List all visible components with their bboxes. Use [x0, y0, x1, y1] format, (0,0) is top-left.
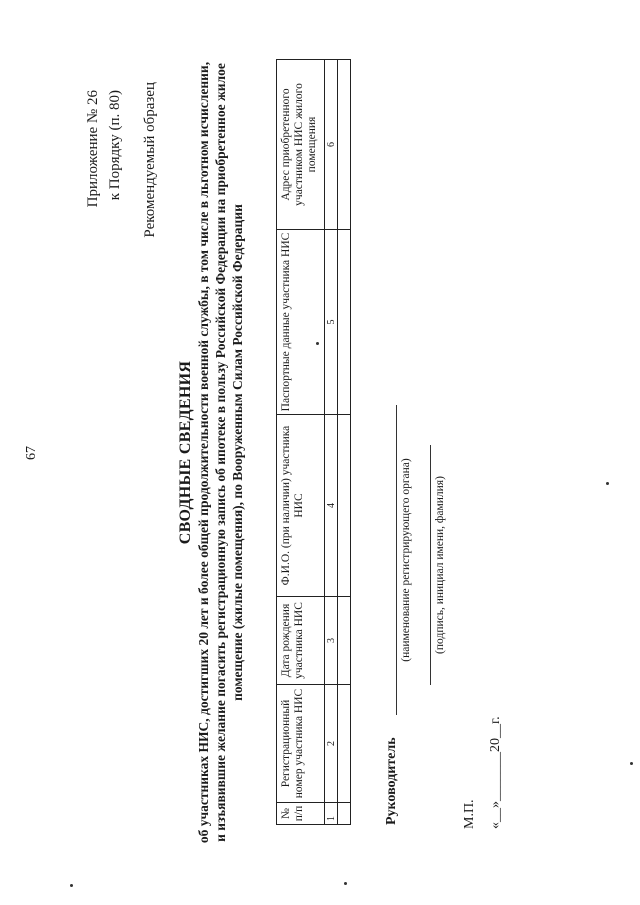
scan-speck [316, 342, 319, 345]
summary-table [276, 59, 351, 825]
column-number-cell: 5 [325, 230, 338, 415]
empty-cell [338, 415, 351, 597]
sample-label: Рекомендуемый образец [142, 82, 158, 238]
page-number: 67 [24, 446, 39, 460]
signature-line [430, 445, 431, 685]
column-number-cell: 6 [325, 60, 338, 230]
scan-speck [606, 482, 609, 485]
header-cell: № п/п [277, 803, 325, 825]
scan-speck [344, 882, 347, 885]
column-number-cell: 2 [325, 685, 338, 803]
appendix-order-clause: к Порядку (п. 80) [107, 90, 123, 201]
empty-cell [338, 230, 351, 415]
signature-caption: (подпись, инициал имени, фамилия) [434, 476, 446, 654]
column-number-cell: 3 [325, 597, 338, 685]
org-signature-line [396, 405, 397, 715]
date-line: «__»_______20__г. [488, 716, 503, 829]
appendix-number: Приложение № 26 [85, 90, 101, 208]
appendix-reference [82, 90, 126, 207]
empty-cell [338, 60, 351, 230]
org-caption: (наименование регистрирующего органа) [400, 458, 412, 662]
header-cell: Паспортные данные участника НИС [277, 230, 325, 415]
empty-cell [338, 803, 351, 825]
table-empty-row [338, 60, 351, 825]
table-number-row [325, 60, 338, 825]
empty-cell [338, 685, 351, 803]
document-title: СВОДНЫЕ СВЕДЕНИЯ [177, 360, 194, 545]
document-subtitle: об участниках НИС, достигших 20 лет и более общей продолжительности военной службы, в том числе в льготном исчислении, и изъявившие желание погасить регистрационную запись об ипотеке в пользу Российской Федерации на приобретенное жилое помещение (жилые помещения), по Вооруженным Силам Российской Федерации [196, 61, 246, 844]
header-cell: Регистрационный номер участника НИС [277, 685, 325, 803]
scan-speck [70, 884, 73, 887]
header-cell: Адрес приобретенного участником НИС жилого помещения [277, 60, 325, 230]
header-cell: Ф.И.О. (при наличии) участника НИС [277, 415, 325, 597]
stamp-label: М.П. [462, 799, 477, 829]
table-header-row [277, 60, 325, 825]
scan-speck [630, 762, 633, 765]
header-cell: Дата рождения участника НИС [277, 597, 325, 685]
column-number-cell: 4 [325, 415, 338, 597]
column-number-cell: 1 [325, 803, 338, 825]
empty-cell [338, 597, 351, 685]
head-label: Руководитель [384, 737, 399, 825]
